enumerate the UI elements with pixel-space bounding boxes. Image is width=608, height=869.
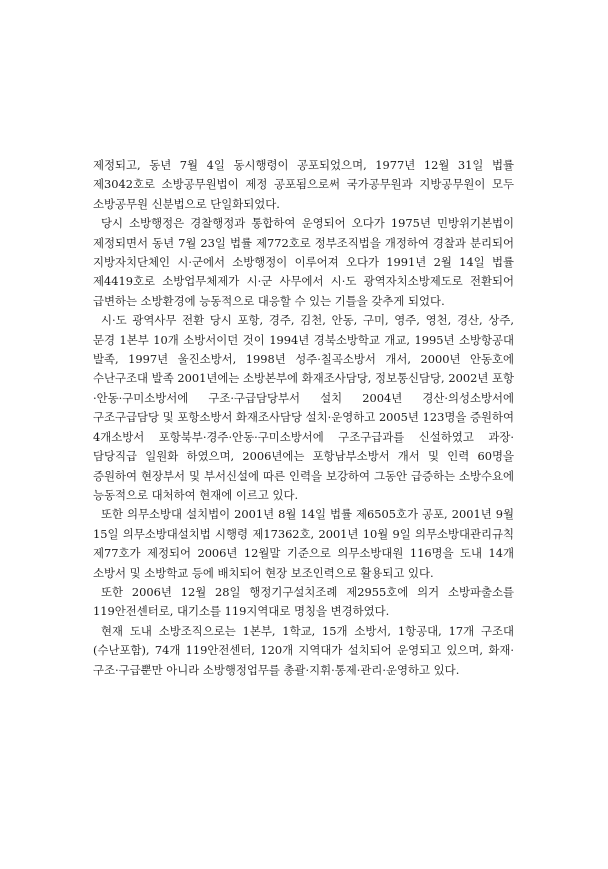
paragraph: 또한 의무소방대 설치법이 2001년 8월 14일 법률 제6505호가 공포, 2001년 9월 15일 의무소방대설치법 시행령 제17362호, 2001년 10월 9일 의무소방대관리규칙 제77호가 제정되어 2006년 12월말 기준으로 의무소방대원 116명을 도내 14개 소방서 및 소방학교 등에 배치되어 현장 보조인력으로 활용되고 있다. bbox=[93, 507, 514, 580]
paragraph: 당시 소방행정은 경찰행정과 통합하여 운영되어 오다가 1975년 민방위기본법이 제정되면서 동년 7월 23일 법률 제772호로 정부조직법을 개정하여 경찰과 분리되어 지방자치단체인 시·군에서 소방행정이 이루어져 오다가 1991년 2월 14일 법률 제4419호로 소방업무체제가 시·군 사무에서 시·도 광역자치소방제도로 전환되어 급변하는 소방환경에 능동적으로 대응할 수 있는 기틀을 갖추게 되었다. bbox=[93, 216, 514, 308]
paragraph: 제정되고, 동년 7월 4일 동시행령이 공포되었으며, 1977년 12월 31일 법률 제3042호로 소방공무원법이 제정 공포됨으로써 국가공무원과 지방공무원이 모두 소방공무원 신분법으로 단일화되었다. bbox=[93, 158, 514, 211]
paragraph: 시·도 광역사무 전환 당시 포항, 경주, 김천, 안동, 구미, 영주, 영천, 경산, 상주, 문경 1본부 10개 소방서이던 것이 1994년 경북소방학교 개교, 1995년 소방항공대 발족, 1997년 울진소방서, 1998년 성주·칠곡소방서 개서, 2000년 안동호에 수난구조대 발족 2001년에는 소방본부에 화재조사담당, 정보통신담당, 2002년 포항·안동·구미소방서에 구조·구급담당부서 설치 2004년 경산·의성소방서에 구조구급담당 및 포항소방서 화재조사담당 설치·운영하고 2005년 123명을 증원하여 4개소방서 포항북부·경주·안동·구미소방서에 구조구급과를 신설하였고 과장·담당직급 일원화 하였으며, 2006년에는 포항남부소방서 개서 및 인력 60명을 증원하여 현장부서 및 부서신설에 따른 인력을 보강하여 그동안 급증하는 소방수요에 능동적으로 대처하여 현재에 이르고 있다. bbox=[93, 313, 514, 502]
body-text bbox=[93, 156, 514, 680]
paragraph: 현재 도내 소방조직으로는 1본부, 1학교, 15개 소방서, 1항공대, 17개 구조대(수난포함), 74개 119안전센터, 120개 지역대가 설치되어 운영되고 있으며, 화재·구조·구급뿐만 아니라 소방행정업무를 총괄·지휘·통제·관리·운영하고 있다. bbox=[93, 623, 514, 677]
paragraph: 또한 2006년 12월 28일 행정기구설치조례 제2955호에 의거 소방파출소를 119안전센터로, 대기소를 119지역대로 명칭을 변경하였다. bbox=[93, 584, 514, 619]
